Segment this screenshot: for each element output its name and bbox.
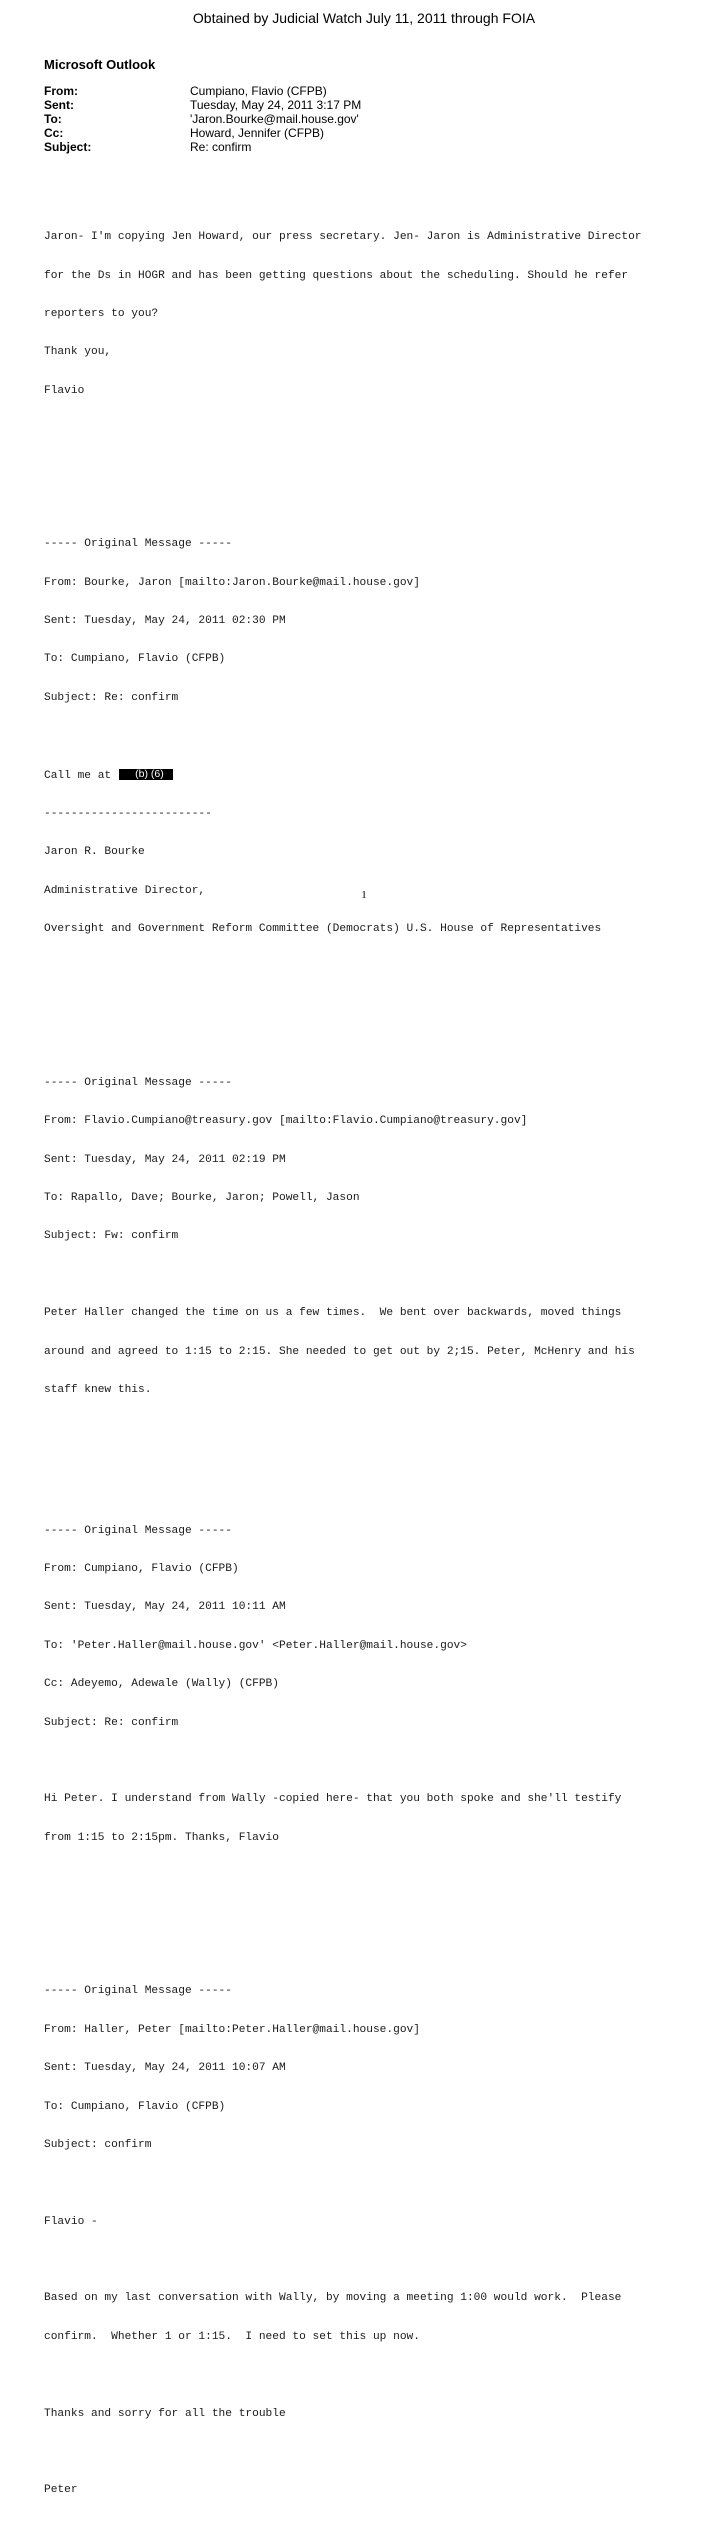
email-header — [44, 84, 361, 154]
header-line: To: Cumpiano, Flavio (CFPB) — [44, 653, 226, 666]
signature-line: Oversight and Government Reform Committee (Democrats) U.S. House of Representatives — [44, 923, 602, 936]
message-1 — [44, 206, 724, 424]
from-value: Cumpiano, Flavio (CFPB) — [190, 84, 327, 98]
header-line: From: Bourke, Jaron [mailto:Jaron.Bourke@mail.house.gov] — [44, 576, 420, 589]
header-line: Sent: Tuesday, May 24, 2011 10:11 AM — [44, 1601, 286, 1614]
message-3 — [44, 1051, 724, 1422]
body-line: around and agreed to 1:15 to 2:15. She needed to get out by 2;15. Peter, McHenry and his — [44, 1345, 635, 1358]
call-me-line — [44, 769, 724, 783]
cc-value: Howard, Jennifer (CFPB) — [190, 126, 325, 140]
body-line: Hi Peter. I understand from Wally -copied here- that you both spoke and she'll testify — [44, 1793, 622, 1806]
header-line: Subject: Re: confirm — [44, 691, 179, 704]
signature-line: Administrative Director, — [44, 884, 206, 897]
header-line: From: Flavio.Cumpiano@treasury.gov [mailto:Flavio.Cumpiano@treasury.gov] — [44, 1115, 528, 1128]
cc-row — [44, 126, 361, 140]
body-line: Peter Haller changed the time on us a few times. We bent over backwards, moved things — [44, 1307, 622, 1320]
app-title: Microsoft Outlook — [44, 57, 156, 72]
original-message-separator: ----- Original Message ----- — [44, 538, 232, 551]
to-label: To: — [44, 112, 62, 126]
header-line: Sent: Tuesday, May 24, 2011 02:30 PM — [44, 615, 286, 628]
thanks-line: Thanks and sorry for all the trouble — [44, 2407, 286, 2420]
header-line: From: Haller, Peter [mailto:Peter.Haller@mail.house.gov] — [44, 2023, 420, 2036]
header-line: Sent: Tuesday, May 24, 2011 02:19 PM — [44, 1153, 286, 1166]
signature-line: Jaron R. Bourke — [44, 846, 145, 859]
body-line: from 1:15 to 2:15pm. Thanks, Flavio — [44, 1831, 279, 1844]
original-message-separator: ----- Original Message ----- — [44, 1985, 232, 1998]
header-line: From: Cumpiano, Flavio (CFPB) — [44, 1563, 239, 1576]
body-line: confirm. Whether 1 or 1:15. I need to set this up now. — [44, 2330, 420, 2343]
header-line: Cc: Adeyemo, Adewale (Wally) (CFPB) — [44, 1678, 279, 1691]
from-label: From: — [44, 84, 78, 98]
sent-label: Sent: — [44, 98, 74, 112]
header-line: Subject: confirm — [44, 2138, 152, 2151]
greeting-line: Flavio - — [44, 2215, 98, 2228]
body-line: Jaron- I'm copying Jen Howard, our press secretary. Jen- Jaron is Administrative Director — [44, 231, 642, 244]
cc-label: Cc: — [44, 126, 64, 140]
subject-value: Re: confirm — [190, 140, 252, 154]
from-row — [44, 84, 361, 98]
foia-banner: Obtained by Judicial Watch July 11, 2011 through FOIA — [192, 10, 536, 26]
to-row — [44, 112, 361, 126]
sent-row — [44, 98, 361, 112]
header-line: To: Rapallo, Dave; Bourke, Jaron; Powell, Jason — [44, 1191, 360, 1204]
subject-row — [44, 140, 361, 154]
signature-line: ------------------------- — [44, 808, 212, 821]
redaction-box: (b) (6) — [119, 769, 173, 780]
body-line: staff knew this. — [44, 1383, 152, 1396]
call-me-text: Call me at — [44, 769, 112, 782]
body-line: Based on my last conversation with Wally, by moving a meeting 1:00 would work. Please — [44, 2292, 622, 2305]
body-line: Flavio — [44, 384, 85, 397]
page-number: 1 — [361, 889, 367, 901]
body-line: reporters to you? — [44, 307, 159, 320]
body-line: for the Ds in HOGR and has been getting questions about the scheduling. Should he refer — [44, 269, 629, 282]
sent-value: Tuesday, May 24, 2011 3:17 PM — [190, 98, 362, 112]
original-message-separator: ----- Original Message ----- — [44, 1524, 232, 1537]
email-body — [44, 180, 724, 2536]
header-line: To: 'Peter.Haller@mail.house.gov' <Peter.Haller@mail.house.gov> — [44, 1639, 467, 1652]
header-line: Subject: Fw: confirm — [44, 1230, 179, 1243]
sign-line: Peter — [44, 2484, 78, 2497]
message-4 — [44, 1499, 724, 1870]
header-line: To: Cumpiano, Flavio (CFPB) — [44, 2100, 226, 2113]
to-value: 'Jaron.Bourke@mail.house.gov' — [190, 112, 359, 126]
message-5 — [44, 1960, 724, 2523]
original-message-separator: ----- Original Message ----- — [44, 1076, 232, 1089]
header-line: Subject: Re: confirm — [44, 1716, 179, 1729]
body-line: Thank you, — [44, 346, 112, 359]
header-line: Sent: Tuesday, May 24, 2011 10:07 AM — [44, 2062, 286, 2075]
subject-label: Subject: — [44, 140, 92, 154]
